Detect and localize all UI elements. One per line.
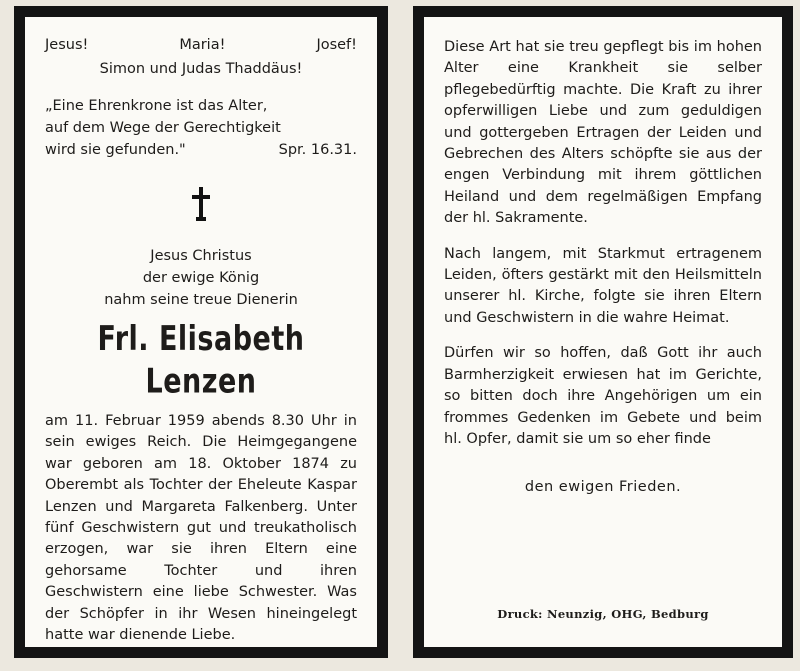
eulogy-paragraph-2: Nach langem, mit Starkmut ertragenem Leiden, öfters gestärkt mit den Heilsmitteln unserer hl. Kirche, folgte sie ihren Eltern und Geschwistern in die wahre Heimat. — [444, 245, 762, 326]
intro-line-3: nahm seine treue Dienerin — [104, 292, 298, 308]
invocation-line-1 — [45, 35, 357, 55]
quote-line-3-text: wird sie gefunden." — [45, 142, 186, 158]
biography-text — [45, 411, 357, 646]
deceased-name: Frl. Elisabeth Lenzen — [97, 319, 305, 401]
eulogy-paragraph-1: Diese Art hat sie treu gepflegt bis im hohen Alter eine Krankheit sie selber pflegebedürftig machte. Die Kraft zu ihrer opferwilligen Liebe und zum geduldigen und gottergeben Ertragen der Leiden und Gebrechen des Alters schöpfte sie aus der engen Verbindung mit ihrem göttlichen Heiland und dem regelmäßigen Empfang der hl. Sakramente. — [444, 39, 762, 227]
printer-credit: Druck: Neunzig, OHG, Bedburg — [497, 607, 709, 621]
left-card — [14, 6, 388, 658]
intro-line-1: Jesus Christus — [150, 248, 252, 264]
right-card-content — [444, 35, 762, 637]
intro-line-2: der ewige König — [142, 270, 260, 286]
quote-reference: Spr. 16.31. — [278, 142, 357, 158]
biography-paragraph: am 11. Februar 1959 abends 8.30 Uhr in sein ewiges Reich. Die Heimgegangene war geboren am 18. Oktober 1874 zu Oberembt als Tochter der Eheleute Kaspar Lenzen und Margareta Falkenberg. Unter fünf Geschwistern gut und treukatholisch erzogen, war sie ihren Eltern eine gehorsame Tochter und ihren Geschwistern eine liebe Schwester. Was der Schöpfer in ihr Wesen hineingelegt hatte war dienende Liebe. — [45, 413, 357, 644]
invocation-josef: Josef! — [316, 37, 357, 53]
quote-line-2: auf dem Wege der Gerechtigkeit — [45, 120, 281, 136]
bible-quote — [45, 95, 357, 161]
quote-line-1: „Eine Ehrenkrone ist das Alter, — [45, 98, 268, 114]
eulogy-paragraph-3: Dürfen wir so hoffen, daß Gott ihr auch Barmherzigkeit erwiesen hat im Gerichte, so bitten doch ihre Angehörigen um ein frommes Gedenken im Gebete und beim hl. Opfer, damit sie um so eher finde — [444, 345, 762, 447]
invocation-jesus: Jesus! — [45, 37, 89, 53]
intro-text — [45, 245, 357, 311]
right-card — [413, 6, 793, 658]
left-card-content — [45, 35, 357, 644]
quote-line-3 — [45, 139, 357, 161]
cross-icon — [189, 187, 213, 221]
invocation-maria: Maria! — [179, 37, 226, 53]
eulogy-text — [444, 37, 762, 450]
closing-line: den ewigen Frieden. — [524, 479, 682, 496]
invocation-line-2: Simon und Judas Thaddäus! — [99, 61, 303, 77]
